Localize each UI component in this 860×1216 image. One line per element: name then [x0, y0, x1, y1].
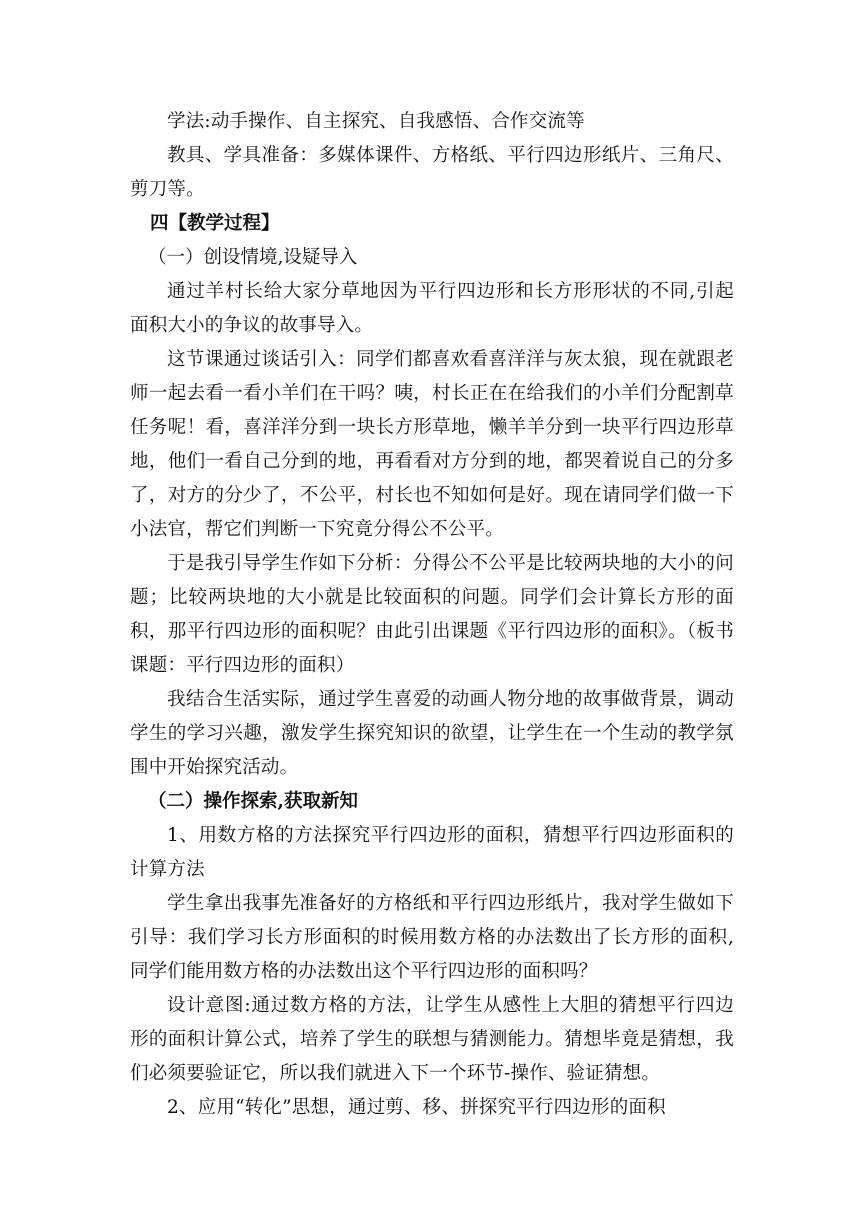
paragraph-design-reflection: 我结合生活实际，通过学生喜爱的动画人物分地的故事做背景，调动学生的学习兴趣，激发学生探究知识的欲望，让学生在一个生动的教学氛围中开始探究活动。: [130, 689, 734, 778]
paragraph-teaching-aids: 教具、学具准备：多媒体课件、方格纸、平行四边形纸片、三角尺、剪刀等。: [130, 145, 734, 200]
section-heading-teaching-process: 四【教学过程】: [150, 213, 280, 234]
paragraph-step-1: 1、用数方格的方法探究平行四边形的面积，猜想平行四边形面积的计算方法: [130, 825, 734, 880]
paragraph-step-2: 2、应用“转化”思想，通过剪、移、拼探究平行四边形的面积: [167, 1097, 666, 1118]
paragraph-dialogue-intro: 这节课通过谈话引入：同学们都喜欢看喜洋洋与灰太狼，现在就跟老师一起去看一看小羊们在干吗？咦，村长正在在给我们的小羊们分配割草任务呢！看，喜洋洋分到一块长方形草地，懒羊羊分到一块平行四边形草地，他们一看自己分到的地，再看看对方分到的地，都哭着说自己的分多了，对方的分少了，不公平，村长也不知如何是好。现在请同学们做一下小法官，帮它们判断一下究竟分得公不公平。: [130, 349, 734, 540]
paragraph-story-intro: 通过羊村长给大家分草地因为平行四边形和长方形形状的不同,引起面积大小的争议的故事导入。: [130, 281, 734, 336]
paragraph-design-intent: 设计意图:通过数方格的方法，让学生从感性上大胆的猜想平行四边形的面积计算公式，培养了学生的联想与猜测能力。猜想毕竟是猜想，我们必须要验证它，所以我们就进入下一个环节-操作、验证猜想。: [130, 995, 734, 1084]
subsection-heading-2: （二）操作探索,获取新知: [148, 791, 358, 812]
document-body: [130, 105, 734, 1125]
paragraph-grid-guidance: 学生拿出我事先准备好的方格纸和平行四边形纸片，我对学生做如下引导：我们学习长方形面积的时候用数方格的办法数出了长方形的面积,同学们能用数方格的办法数出这个平行四边形的面积吗？: [130, 893, 734, 982]
paragraph-analysis: 于是我引导学生作如下分析：分得公不公平是比较两块地的大小的问题；比较两块地的大小就是比较面积的问题。同学们会计算长方形的面积，那平行四边形的面积呢？由此引出课题《平行四边形的面积》。（板书课题：平行四边形的面积）: [130, 553, 734, 676]
subsection-heading-1: （一）创设情境,设疑导入: [148, 247, 358, 268]
paragraph-learning-methods: 学法:动手操作、自主探究、自我感悟、合作交流等: [167, 111, 585, 132]
